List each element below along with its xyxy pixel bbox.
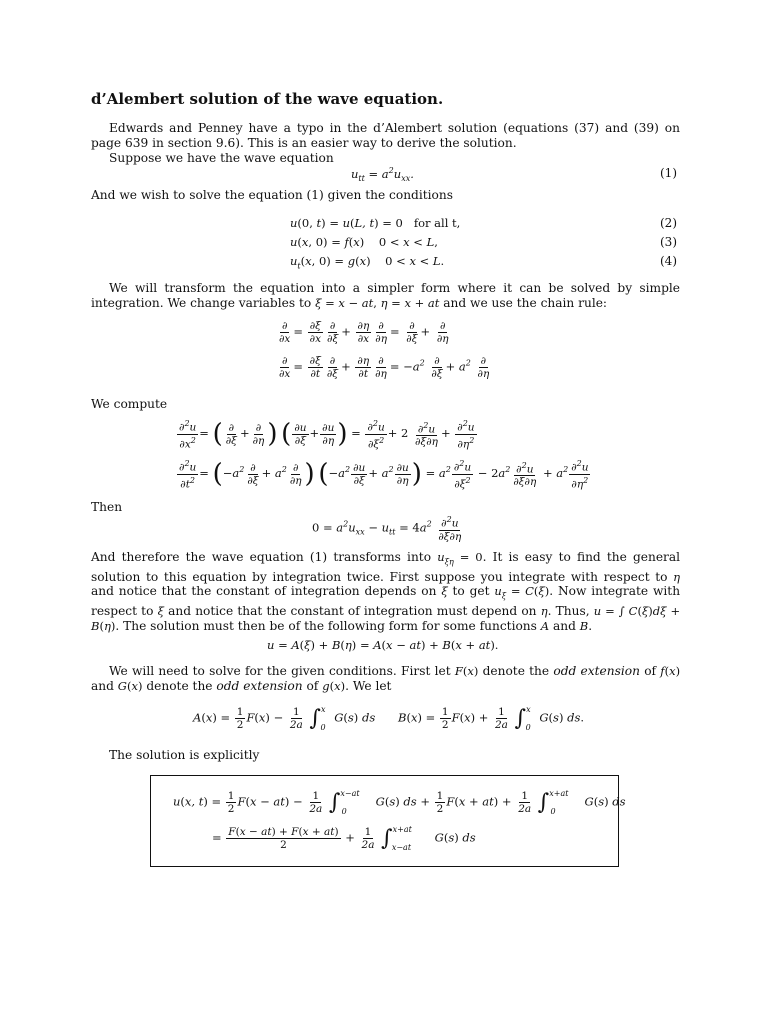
need-text-3: of <box>644 664 657 678</box>
therefore-text-2: . It is easy to find the general solution to this equation by integration twice. First suppose you integrate with respect to <box>91 550 681 584</box>
explicit-solution-line-1: u(x, t) = $\frac{1}{2}$ F(x − at) − $\frac{1}{2a}$ ∫$^{x-at}_0$ G(s) ds + $\frac{1}{2}$ F(x + at) + $\frac{1}{2a}$ ∫$^{x+at}_0$ G(s) ds <box>173 788 626 816</box>
therefore-text-7: . Thus, <box>547 604 590 619</box>
need-text-2: denote the <box>482 664 550 678</box>
wish-text: And we wish to solve the equation (1) given the conditions <box>91 188 453 202</box>
condition-2: u(0, t) = u(L, t) = 0 for all t, <box>290 216 461 230</box>
conditions-paragraph: We will need to solve for the given conditions. First let F(x) denote the odd extension of f(x) and G(x) denote the odd extension of g(x). We let <box>91 664 681 693</box>
then-text: Then <box>91 500 123 514</box>
odd-extension-2: odd extension <box>216 678 303 693</box>
transform-paragraph: We will transform the equation into a simpler form where it can be solved by simple integration. We change variables to ξ = x − at, η = x + at and we use the chain rule: <box>91 281 680 310</box>
eq4-number: (4) <box>660 254 677 268</box>
explicit-text: The solution is explicitly <box>109 748 260 762</box>
therefore-text-8: . The solution must then be of the following form for some functions <box>115 618 537 633</box>
therefore-text-5: . Now integrate with respect to <box>91 584 681 619</box>
condition-2-text: for all t, <box>413 216 461 230</box>
page-title: d’Alembert solution of the wave equation. <box>91 90 444 108</box>
eq1-number: (1) <box>660 166 677 180</box>
a-definition: A(x) = $\frac{1}{2}$ F(x) − $\frac{1}{2a}$ ∫$^x_0$ G(s) ds <box>193 704 376 732</box>
transformed-equation: $0 = a^2u_{xx} - u_{tt} = 4a^2$ $\frac{\partial^2u}{\partial\xi\partial\eta}$ <box>312 515 462 543</box>
therefore-text-3: and notice that the constant of integration depends on <box>91 584 437 599</box>
explicit-solution-line-2: = $\frac{F(x - at) + F(x + at)}{2}$ + $\frac{1}{2a}$ ∫$^{x+at}_{x-at}$ G(s) ds <box>212 824 476 852</box>
need-text-6: of <box>306 678 319 693</box>
chain-rule-x: $\frac{\partial}{\partial x}$ = $\frac{\partial\xi}{\partial x}$ $\frac{\partial}{\partial\xi}$ + $\frac{\partial\eta}{\partial x}$ $\frac{\partial}{\partial\eta}$ = $\frac{\partial}{\partial\xi}$ + $\frac{\partial}{\partial\eta}$ <box>279 320 449 345</box>
general-solution: u = A(ξ) + B(η) = A(x − at) + B(x + at). <box>267 638 499 652</box>
therefore-text-6: and notice that the constant of integration must depend on <box>168 604 537 619</box>
therefore-text-9: and <box>552 618 576 633</box>
eq3-number: (3) <box>660 235 677 249</box>
need-text-7: . We let <box>345 678 392 693</box>
therefore-text-4: to get <box>452 584 490 599</box>
odd-extension-1: odd extension <box>553 664 640 678</box>
b-definition: B(x) = $\frac{1}{2}$ F(x) + $\frac{1}{2a}$ ∫$^x_0$ G(s) ds. <box>398 704 585 732</box>
therefore-text-1: And therefore the wave equation (1) transforms into <box>91 550 432 564</box>
therefore-paragraph: And therefore the wave equation (1) transforms into $u_{\xi\eta} = 0$. It is easy to find the general solution to this equation by integration twice. First suppose you integrate with respect to η and notice that the constant of integration depends on ξ to get $u_\xi = C(\xi)$. Now integrate with respect to ξ and notice that the constant of integration must depend on η. Thus, u = ∫ C(ξ)dξ + B(η). The solution must then be of the following form for some functions A and B. <box>91 550 681 633</box>
intro-text: Edwards and Penney have a typo in the d’Alembert solution (equations (37) and (39) on page 639 in section 9.6). This is an easier way to derive the solution. <box>91 121 680 150</box>
transform-text-2: and we use the chain rule: <box>443 295 608 310</box>
condition-4: $u_t(x$, 0) = g(x) 0 < x < L. <box>290 254 445 271</box>
second-derivative-x: $\frac{\partial^2u}{\partial x^2}$ = ( $\frac{\partial}{\partial\xi}$ + $\frac{\partial}{\partial\eta}$ ) ( $\frac{\partial u}{\partial\xi}$ + $\frac{\partial u}{\partial\eta}$ ) = $\frac{\partial^2u}{\partial\xi^2}$ + 2 $\frac{\partial^2u}{\partial\xi\partial\eta}$ + $\frac{\partial^2u}{\partial\eta^2}$ <box>179 419 475 450</box>
intro-paragraph <box>91 121 680 150</box>
eq2-number: (2) <box>660 216 677 230</box>
need-text-1: We will need to solve for the given conditions. First let <box>109 664 451 678</box>
compute-text: We compute <box>91 397 168 411</box>
need-text-5: denote the <box>146 678 213 693</box>
transform-text-1: We will transform the equation into a simpler form where it can be solved by simple integration. We change variables to <box>91 281 680 310</box>
suppose-text: Suppose we have the wave equation <box>109 151 334 165</box>
condition-3: u(x, 0) = f(x) 0 < x < L, <box>290 235 438 249</box>
chain-rule-t: $\frac{\partial}{\partial x}$ = $\frac{\partial\xi}{\partial t}$ $\frac{\partial}{\partial\xi}$ + $\frac{\partial\eta}{\partial t}$ $\frac{\partial}{\partial\eta}$ = $-a^2$ $\frac{\partial}{\partial\xi}$ + $a^2$ $\frac{\partial}{\partial\eta}$ <box>279 355 490 380</box>
second-derivative-t: $\frac{\partial^2u}{\partial t^2}$ = ($-a^2$ $\frac{\partial}{\partial\xi}$ + $a^2$ $\frac{\partial}{\partial\eta}$ ) ($-a^2$ $\frac{\partial u}{\partial\xi}$ + $a^2$ $\frac{\partial u}{\partial\eta}$ ) = $a^2$ $\frac{\partial^2u}{\partial\xi^2}$ − $2a^2$ $\frac{\partial^2u}{\partial\xi\partial\eta}$ + $a^2$ $\frac{\partial^2u}{\partial\eta^2}$ <box>179 459 589 490</box>
need-text-4: and <box>91 678 114 693</box>
wave-equation: $u_{tt} = a^2u_{xx}$. <box>351 166 414 184</box>
